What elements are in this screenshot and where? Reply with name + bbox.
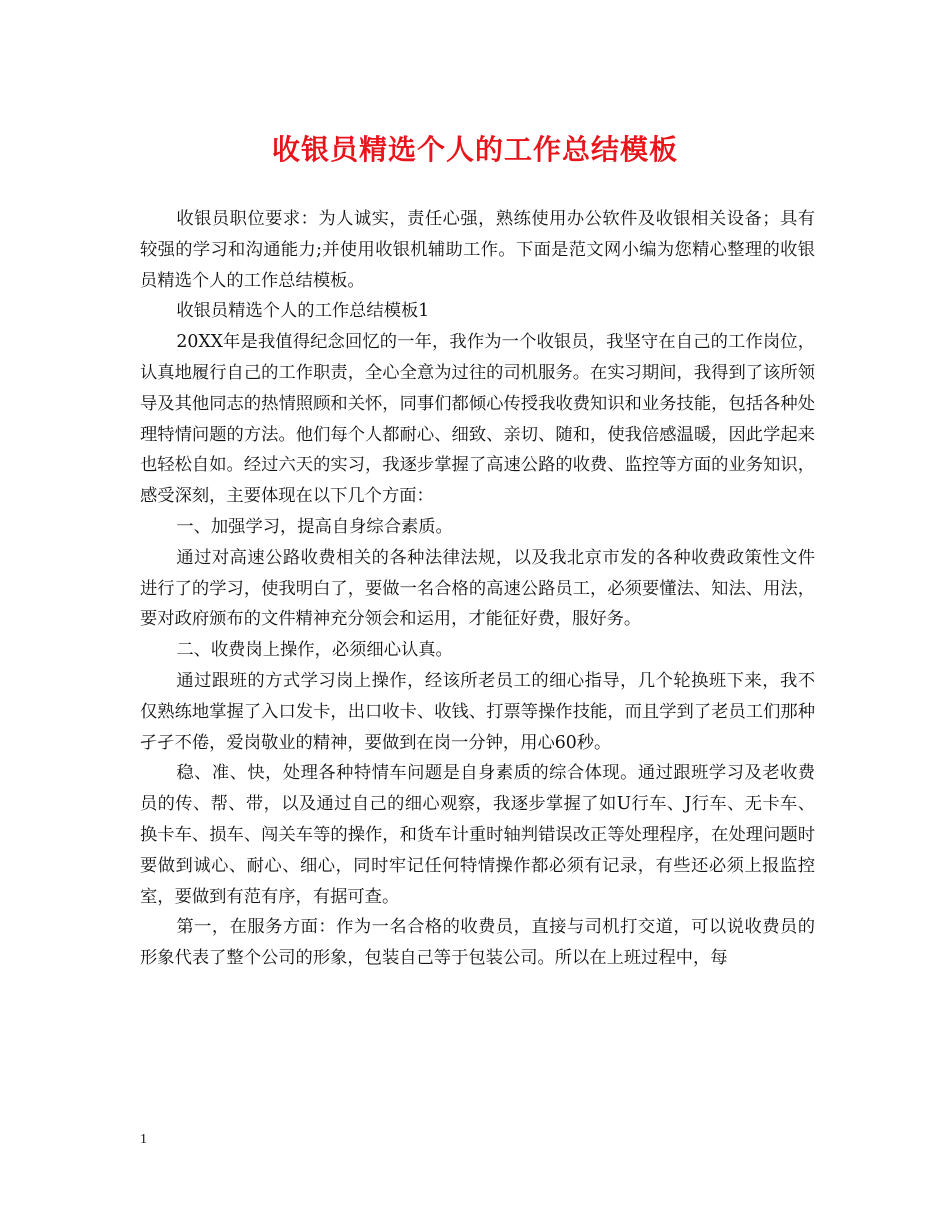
paragraph-service: 第一，在服务方面：作为一名合格的收费员，直接与司机打交道，可以说收费员的形象代表了整个公司的形象，包装自己等于包装公司。所以在上班过程中，每 [140,917,815,969]
paragraph-heading-2: 二、收费岗上操作，必须细心认真。 [176,640,453,661]
paragraph-operation: 通过跟班的方式学习岗上操作，经该所老员工的细心指导，几个轮换班下来，我不仅熟练地掌握了入口发卡，出口收卡、收钱、打票等操作技能，而且学到了老员工们那种孑孑不倦，爱岗敬业的精神，要做到在岗一分钟，用心60秒。 [140,670,815,753]
paragraph-special-cases: 稳、准、快，处理各种特情车问题是自身素质的综合体现。通过跟班学习及老收费员的传、帮、带，以及通过自己的细心观察，我逐步掌握了如U行车、J行车、无卡车、换卡车、损车、闯关车等的操作，和货车计重时轴判错误改正等处理程序，在处理问题时要做到诚心、耐心、细心，同时牢记任何特情操作都必须有记录，有些还必须上报监控室，要做到有范有序，有据可查。 [140,763,815,907]
document-body [140,204,815,974]
document-title: 收银员精选个人的工作总结模板 [271,133,678,166]
paragraph-summary: 20XX年是我值得纪念回忆的一年，我作为一个收银员，我坚守在自己的工作岗位，认真地履行自己的工作职责，全心全意为过往的司机服务。在实习期间，我得到了该所领导及其他同志的热情照顾和关怀，同事们都倾心传授我收费知识和业务技能，包括各种处理特情问题的方法。他们每个人都耐心、细致、亲切、随和，使我倍感温暖，因此学起来也轻松自如。经过六天的实习，我逐步掌握了高速公路的收费、监控等方面的业务知识，感受深刻，主要体现在以下几个方面： [140,332,815,507]
paragraph-study: 通过对高速公路收费相关的各种法律法规，以及我北京市发的各种收费政策性文件进行了的学习，使我明白了，要做一名合格的高速公路员工，必须要懂法、知法、用法，要对政府颁布的文件精神充分领会和运用，才能征好费，服好务。 [140,547,815,630]
paragraph-subtitle: 收银员精选个人的工作总结模板1 [176,301,430,322]
page-number: 1 [140,1132,147,1147]
paragraph-heading-1: 一、加强学习，提高自身综合素质。 [176,516,453,537]
paragraph-intro: 收银员职位要求：为人诚实，责任心强，熟练使用办公软件及收银相关设备；具有较强的学习和沟通能力;并使用收银机辅助工作。下面是范文网小编为您精心整理的收银员精选个人的工作总结模板。 [140,209,815,291]
